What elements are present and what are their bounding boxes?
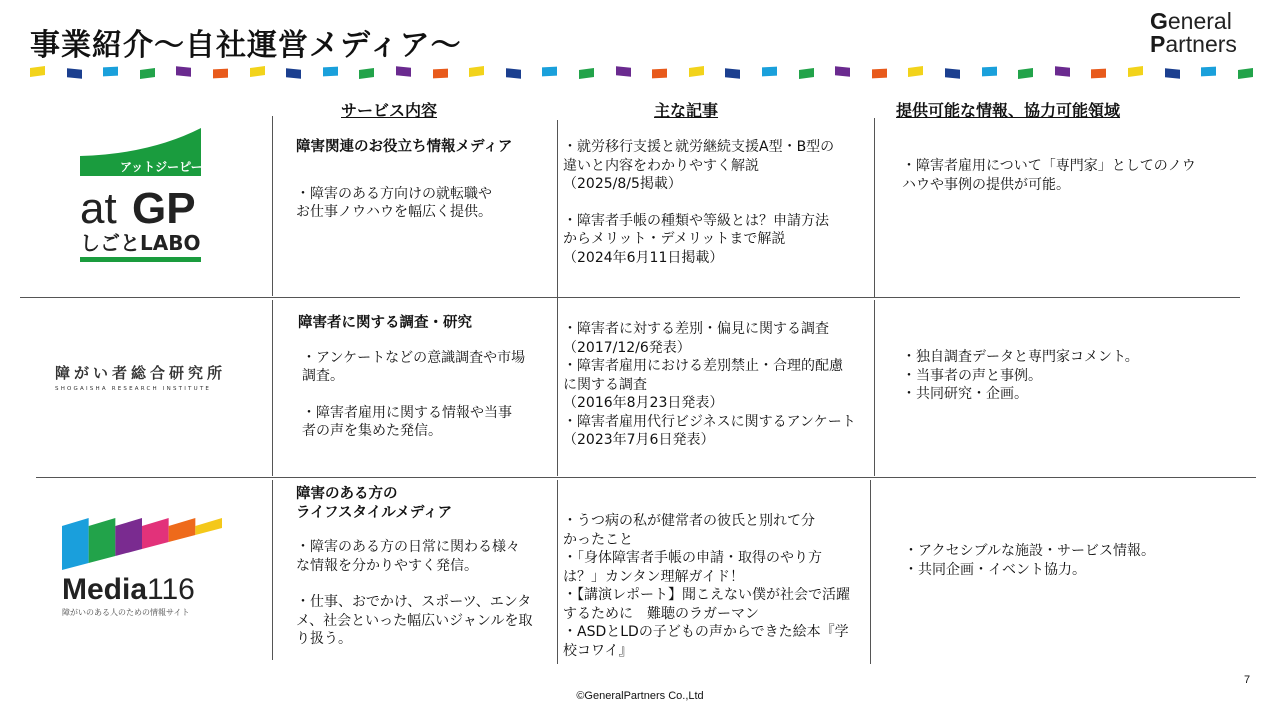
media116-stripe xyxy=(142,518,169,549)
row1-article-line: （2024年6月11日掲載） xyxy=(563,249,724,266)
decorative-flag xyxy=(908,66,923,77)
row3-service-line: り扱う。 xyxy=(296,631,352,647)
decorative-flag xyxy=(140,68,155,79)
row3-articles xyxy=(563,512,850,660)
row1-article-line: ・障害者手帳の種類や等級とは？申請方法 xyxy=(563,212,829,229)
general-partners-logo xyxy=(1150,10,1260,60)
decorative-flag xyxy=(1091,69,1106,79)
atgp-shigoto-labo-logo xyxy=(80,128,204,264)
row2-article-line: ・障害者に対する差別・偏見に関する調査 xyxy=(563,321,829,337)
row1-article-line: ・就労移行支援と就労継続支援A型・B型の xyxy=(563,139,835,155)
decorative-flag xyxy=(176,66,191,77)
divider-vertical xyxy=(557,300,558,476)
brand-initial-p: P xyxy=(1150,31,1166,57)
row2-service-line: ・アンケートなどの意識調査や市場 xyxy=(302,349,526,366)
row3-service-line: メ、社会といった幅広いジャンルを取 xyxy=(296,612,533,629)
row2-info-line: ・共同研究・企画。 xyxy=(902,386,1028,402)
row3-service-title: 障害のある方の xyxy=(296,486,398,502)
row2-article-line: （2023年7月6日発表） xyxy=(563,432,715,448)
sri-logo-main: 障がい者総合研究所 xyxy=(55,364,227,382)
row3-service-title: ライフスタイルメディア xyxy=(296,504,453,521)
row2-service-line: 調査。 xyxy=(302,368,344,384)
decorative-flag xyxy=(250,66,265,77)
media116-logo-stripes xyxy=(62,518,222,570)
column-header-articles: 主な記事 xyxy=(654,101,719,120)
row1-article-line: （2025/8/5掲載） xyxy=(563,176,682,192)
row2-article-line: ・障害者雇用代行ビジネスに関するアンケート xyxy=(563,413,856,430)
row1-service-title: 障害関連のお役立ち情報メディア xyxy=(296,139,513,155)
row2-articles xyxy=(563,320,856,450)
brand-text-eneral: eneral xyxy=(1167,8,1232,34)
row1-article-line: からメリット・デメリットまで解説 xyxy=(563,231,786,247)
row3-service-line: ・障害のある方の日常に関わる様々 xyxy=(296,539,520,555)
row3-article-line: かったこと xyxy=(563,531,633,548)
decorative-flag xyxy=(359,68,374,79)
decorative-flag xyxy=(762,67,777,77)
row2-article-line: ・障害者雇用における差別禁止・合理的配慮 xyxy=(563,358,843,374)
atgp-logo-at: at xyxy=(80,184,117,233)
decorative-flag xyxy=(945,68,960,79)
row1-service-line: お仕事ノウハウを幅広く提供。 xyxy=(296,204,492,220)
row2-article-line: （2016年8月23日発表） xyxy=(563,395,724,411)
row2-info xyxy=(902,348,1139,404)
divider-vertical xyxy=(272,480,273,660)
decorative-flag xyxy=(433,69,448,79)
shogaisha-research-institute-logo xyxy=(55,362,265,394)
row3-article-line: は？」カンタン理解ガイド！ xyxy=(563,568,745,585)
column-header-info: 提供可能な情報、協力可能領域 xyxy=(896,101,1121,120)
row2-service-line: 者の声を集めた発信。 xyxy=(302,423,442,439)
decorative-flag-garland xyxy=(0,66,1280,80)
row3-article-line: ・【講演レポート】聞こえない僕が社会で活躍 xyxy=(563,587,850,603)
media116-stripe xyxy=(62,518,89,570)
decorative-flag xyxy=(1201,67,1216,77)
row3-info xyxy=(904,542,1155,579)
decorative-flag xyxy=(469,66,484,77)
column-header-service: サービス内容 xyxy=(341,101,438,120)
divider-vertical xyxy=(870,480,871,664)
decorative-flag xyxy=(396,66,411,77)
decorative-flag xyxy=(213,69,228,79)
divider-vertical xyxy=(272,116,273,296)
row1-service-line: ・障害のある方向けの就転職や xyxy=(296,185,492,202)
copyright-footer: ©GeneralPartners Co.,Ltd xyxy=(576,690,704,702)
atgp-logo-banner-text: アットジーピー xyxy=(120,160,203,174)
row1-service xyxy=(296,138,512,222)
divider-vertical xyxy=(272,300,273,476)
media116-stripe xyxy=(89,518,116,563)
divider-vertical xyxy=(874,118,875,298)
row2-article-line: （2017/12/6発表） xyxy=(563,339,691,356)
row3-article-line: ・「身体障害者手帳の申請・取得のやり方 xyxy=(563,550,822,566)
decorative-flag xyxy=(835,66,850,77)
decorative-flag xyxy=(1055,66,1070,77)
row1-info-line: ハウや事例の提供が可能。 xyxy=(902,176,1070,193)
page-title: 事業紹介～自社運営メディア～ xyxy=(30,28,462,63)
decorative-flag xyxy=(103,67,118,77)
media116-logo-116: 116 xyxy=(147,573,195,606)
page-number: 7 xyxy=(1244,674,1251,686)
row1-info xyxy=(902,157,1196,194)
media116-stripe xyxy=(115,518,142,556)
row1-articles xyxy=(563,138,834,267)
decorative-flag xyxy=(616,66,631,77)
media116-stripe xyxy=(195,518,222,535)
row3-article-line: ・ASDとLDの子どもの声からできた絵本『学 xyxy=(563,624,849,640)
row3-service-line: ・仕事、おでかけ、スポーツ、エンタ xyxy=(296,594,532,610)
divider-vertical xyxy=(874,300,875,476)
row2-article-line: に関する調査 xyxy=(563,376,647,393)
media116-logo-media: Media xyxy=(62,573,148,606)
decorative-flag xyxy=(1018,68,1033,79)
decorative-flag xyxy=(652,69,667,79)
divider-horizontal xyxy=(36,477,1256,478)
row3-article-line: するために 難聴のラガーマン xyxy=(563,605,759,622)
atgp-logo-underline xyxy=(80,257,201,262)
decorative-flag xyxy=(323,67,338,77)
row2-info-line: ・独自調査データと専門家コメント。 xyxy=(902,349,1139,365)
atgp-logo-gp: GP xyxy=(132,184,196,233)
brand-initial-g: G xyxy=(1150,8,1168,34)
media116-logo-sub: 障がいのある人のための情報サイト xyxy=(62,608,190,617)
divider-vertical xyxy=(557,120,558,300)
brand-text-artners: artners xyxy=(1165,31,1237,57)
row3-info-line: ・共同企画・イベント協力。 xyxy=(904,561,1086,578)
sri-logo-sub: SHOGAISHA RESEARCH INSTITUTE xyxy=(55,386,212,392)
row2-service-line: ・障害者雇用に関する情報や当事 xyxy=(302,404,512,421)
row3-article-line: 校コワイ』 xyxy=(563,642,633,659)
decorative-flag xyxy=(872,69,887,79)
decorative-flag xyxy=(506,68,521,79)
decorative-flag xyxy=(1128,66,1143,77)
atgp-logo-sub: しごとLABO xyxy=(80,231,201,255)
decorative-flag xyxy=(799,68,814,79)
decorative-flag xyxy=(286,68,301,79)
divider-vertical xyxy=(557,480,558,664)
decorative-flag xyxy=(725,68,740,79)
media116-stripe xyxy=(169,518,196,542)
media116-logo xyxy=(62,518,222,618)
row2-service xyxy=(298,314,525,441)
decorative-flag xyxy=(1165,68,1180,79)
row2-service-title: 障害者に関する調査・研究 xyxy=(298,315,472,331)
divider-horizontal xyxy=(20,297,1240,298)
row1-article-line: 違いと内容をわかりやすく解説 xyxy=(563,157,759,174)
decorative-flag xyxy=(579,68,594,79)
decorative-flag xyxy=(542,67,557,77)
row2-info-line: ・当事者の声と事例。 xyxy=(902,367,1042,384)
row1-info-line: ・障害者雇用について「専門家」としてのノウ xyxy=(902,158,1196,174)
decorative-flag xyxy=(982,67,997,77)
decorative-flag xyxy=(30,66,45,77)
decorative-flag xyxy=(689,66,704,77)
decorative-flag xyxy=(1238,68,1253,79)
row3-article-line: ・うつ病の私が健常者の彼氏と別れて分 xyxy=(563,513,815,529)
row3-service xyxy=(296,485,533,649)
row3-info-line: ・アクセシブルな施設・サービス情報。 xyxy=(904,543,1156,559)
decorative-flag xyxy=(67,68,82,79)
row3-service-line: な情報を分かりやすく発信。 xyxy=(296,557,478,574)
